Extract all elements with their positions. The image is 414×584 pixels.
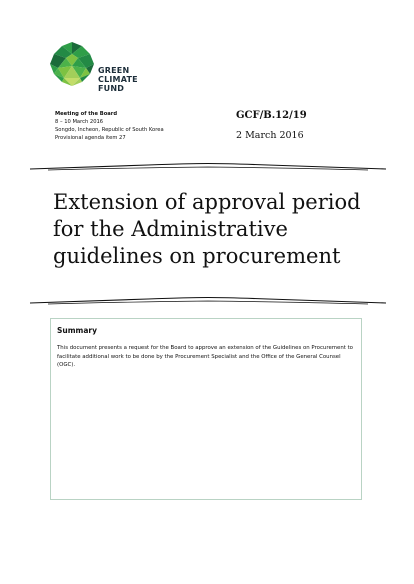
logo-line-green: GREEN: [98, 66, 130, 75]
logo-wordmark: [98, 66, 138, 93]
meeting-dates: 8 – 10 March 2016: [55, 119, 104, 125]
summary-body: This document presents a request for the Board to approve an extension of the Guidelines on Procurement to facilitate additional work to be done by the Procurement Specialist and the Office of the General Counsel (OGC).: [57, 345, 353, 368]
logo-line-climate: CLIMATE: [98, 75, 138, 84]
document-code: GCF/B.12/19: [236, 110, 307, 121]
meeting-info: [55, 110, 164, 142]
summary-box: [50, 318, 362, 500]
globe-logo-icon: [48, 40, 96, 88]
meeting-title: Meeting of the Board: [55, 111, 118, 117]
decorative-divider-top: [28, 160, 388, 174]
logo-line-fund: FUND: [98, 84, 125, 93]
agenda-item: Provisional agenda item 27: [55, 135, 126, 141]
summary-heading: Summary: [57, 326, 98, 335]
document-date: 2 March 2016: [236, 130, 304, 141]
decorative-divider-bottom: [28, 294, 388, 308]
green-climate-fund-logo: [48, 40, 178, 96]
meeting-location: Songdo, Incheon, Republic of South Korea: [55, 127, 164, 133]
page-title: Extension of approval period for the Administrative guidelines on procurement: [53, 190, 361, 268]
